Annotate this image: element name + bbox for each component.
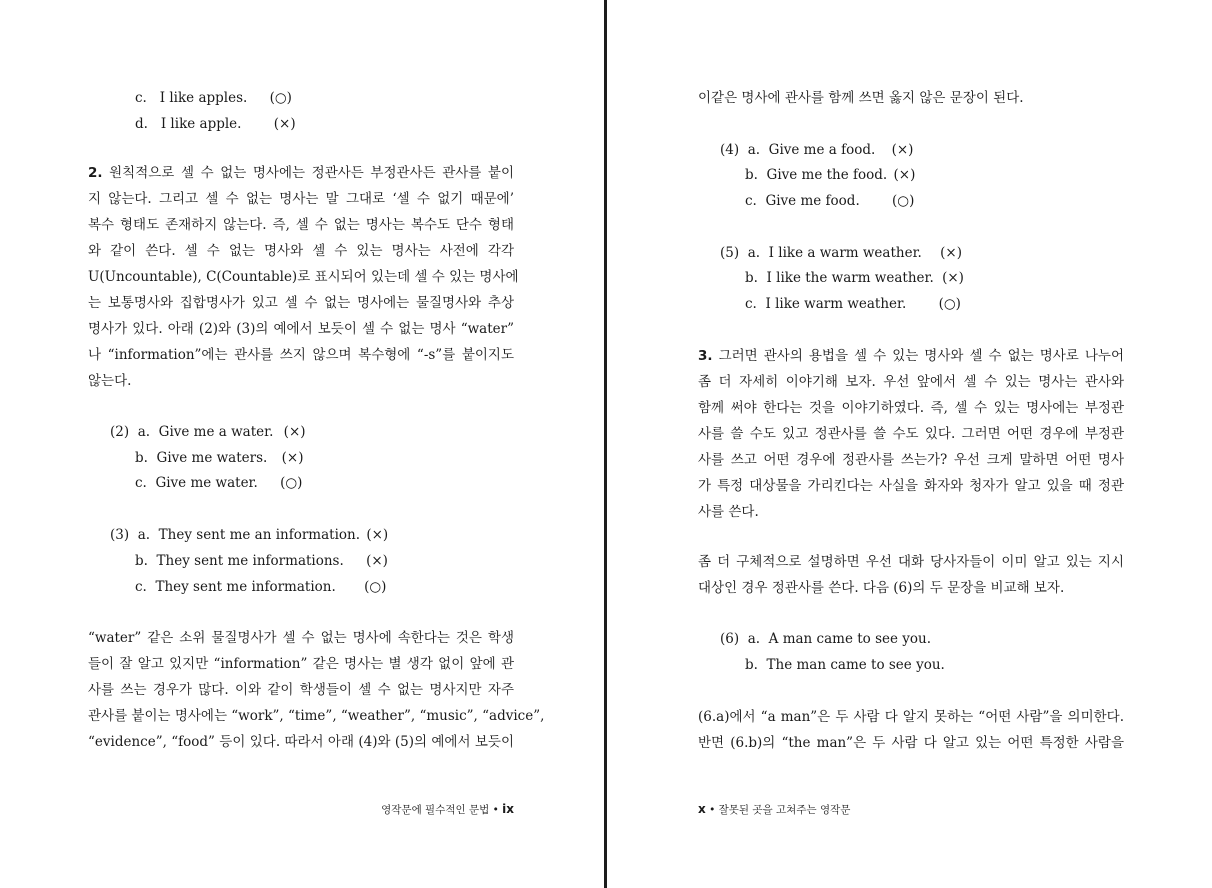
correct-mark: (○) bbox=[364, 579, 387, 595]
example-line: c. I like warm weather. (○) bbox=[745, 296, 961, 312]
section-number: 3. bbox=[698, 348, 713, 364]
example-line: c. Give me food. (○) bbox=[745, 193, 915, 209]
correct-mark: (○) bbox=[269, 90, 292, 106]
item-label: c. bbox=[135, 90, 147, 106]
item-text: I like apples. bbox=[159, 90, 248, 106]
paragraph-line: 함께 써야 한다는 것을 이야기하였다. 즉, 셀 수 있는 명사에는 부정관 bbox=[698, 400, 1124, 416]
paragraph-line: 지 않는다. 그리고 셀 수 없는 명사는 말 그대로 ‘셀 수 없기 때문에’ bbox=[88, 191, 514, 207]
example-number: (6) bbox=[720, 631, 740, 647]
incorrect-mark: (×) bbox=[893, 167, 916, 183]
paragraph-line: “water” 같은 소위 물질명사가 셀 수 없는 명사에 속한다는 것은 학생 bbox=[88, 630, 514, 646]
running-title: 영작문에 필수적인 문법 bbox=[381, 804, 490, 816]
paragraph-line: 3. 그러면 관사의 용법을 셀 수 있는 명사와 셀 수 없는 명사로 나누어 bbox=[698, 348, 1124, 364]
example-number: (4) bbox=[720, 142, 740, 158]
section-number: 2. bbox=[88, 165, 103, 181]
incorrect-mark: (×) bbox=[891, 142, 914, 158]
example-1c bbox=[135, 89, 292, 107]
example-line: b. Give me the food. (×) bbox=[745, 167, 916, 183]
right-page bbox=[608, 0, 1212, 888]
page-gutter bbox=[604, 0, 607, 888]
paragraph-line: 가 특정 대상물을 가리킨다는 사실을 화자와 청자가 알고 있을 때 정관 bbox=[698, 478, 1124, 494]
paragraph-line: 반면 (6.b)의 “the man”은 두 사람 다 알고 있는 어떤 특정한 사람을 bbox=[698, 735, 1124, 751]
paragraph-line: 와 같이 쓴다. 셀 수 없는 명사와 셀 수 있는 명사는 사전에 각각 bbox=[88, 243, 514, 259]
paragraph-line: 복수 형태도 존재하지 않는다. 즉, 셀 수 없는 명사는 복수도 단수 형태 bbox=[88, 217, 514, 233]
page-number: ix bbox=[502, 802, 514, 816]
example-line: (4) a. Give me a food. (×) bbox=[720, 142, 914, 158]
example-line: (6) a. A man came to see you. bbox=[720, 631, 932, 647]
example-line: c. Give me water. (○) bbox=[135, 475, 303, 491]
paragraph-line: 명사가 있다. 아래 (2)와 (3)의 예에서 보듯이 셀 수 없는 명사 “water” bbox=[88, 321, 514, 337]
incorrect-mark: (×) bbox=[940, 245, 962, 261]
right-page-footer bbox=[698, 802, 850, 817]
example-line: b. The man came to see you. bbox=[745, 657, 945, 673]
example-number: (5) bbox=[720, 245, 740, 261]
paragraph-line: 관사를 붙이는 명사에는 “work”, “time”, “weather”, “music”, “advice”, bbox=[88, 708, 545, 724]
example-line: (2) a. Give me a water. (×) bbox=[110, 424, 306, 440]
running-title: 잘못된 곳을 고쳐주는 영작문 bbox=[718, 804, 851, 816]
example-line: b. They sent me informations. (×) bbox=[135, 553, 388, 569]
example-line: b. Give me waters. (×) bbox=[135, 450, 304, 466]
paragraph-line: 않는다. bbox=[88, 373, 132, 389]
paragraph-line: U(Uncountable), C(Countable)로 표시되어 있는데 셀 수 있는 명사에 bbox=[88, 269, 519, 285]
example-line: c. They sent me information. (○) bbox=[135, 579, 387, 595]
incorrect-mark: (×) bbox=[283, 424, 306, 440]
page-number: x bbox=[698, 802, 706, 816]
incorrect-mark: (×) bbox=[942, 270, 964, 286]
example-line: (5) a. I like a warm weather. (×) bbox=[720, 245, 962, 261]
paragraph-line: 좀 더 자세히 이야기해 보자. 우선 앞에서 셀 수 있는 명사는 관사와 bbox=[698, 374, 1124, 390]
left-page-footer bbox=[381, 802, 514, 817]
paragraph-line: 사를 쓰고 어떤 경우에 정관사를 쓰는가? 우선 크게 말하면 어떤 명사 bbox=[698, 452, 1124, 468]
example-number: (2) bbox=[110, 424, 130, 440]
footer-bullet: • bbox=[492, 804, 499, 816]
incorrect-mark: (×) bbox=[366, 553, 388, 569]
example-number: (3) bbox=[110, 527, 130, 543]
example-line: (3) a. They sent me an information. (×) bbox=[110, 527, 389, 543]
left-page bbox=[0, 0, 604, 888]
item-label: d. bbox=[135, 116, 148, 132]
paragraph-line: “evidence”, “food” 등이 있다. 따라서 아래 (4)와 (5)의 예에서 보듯이 bbox=[88, 734, 514, 750]
example-1d bbox=[135, 115, 296, 133]
correct-mark: (○) bbox=[892, 193, 915, 209]
example-line: b. I like the warm weather. (×) bbox=[745, 270, 964, 286]
correct-mark: (○) bbox=[938, 296, 961, 312]
incorrect-mark: (×) bbox=[366, 527, 389, 543]
item-text: I like apple. bbox=[160, 116, 242, 132]
paragraph-line: 사를 쓸 수도 있고 정관사를 쓸 수도 있다. 그러면 어떤 경우에 부정관 bbox=[698, 426, 1124, 442]
paragraph-line: 2. 원칙적으로 셀 수 없는 명사에는 정관사든 부정관사든 관사를 붙이 bbox=[88, 165, 515, 181]
incorrect-mark: (×) bbox=[281, 450, 304, 466]
footer-bullet: • bbox=[709, 804, 716, 816]
paragraph-line: 나 “information”에는 관사를 쓰지 않으며 복수형에 “-s”를 붙이지도 bbox=[88, 347, 514, 363]
paragraph-line: (6.a)에서 “a man”은 두 사람 다 알지 못하는 “어떤 사람”을 의미한다. bbox=[698, 709, 1124, 725]
incorrect-mark: (×) bbox=[273, 116, 296, 132]
paragraph-line: 좀 더 구체적으로 설명하면 우선 대화 당사자들이 이미 알고 있는 지시 bbox=[698, 554, 1124, 570]
intro-line: 이같은 명사에 관사를 함께 쓰면 옳지 않은 문장이 된다. bbox=[698, 90, 1024, 106]
paragraph-line: 사를 쓰는 경우가 많다. 이와 같이 학생들이 셀 수 없는 명사지만 자주 bbox=[88, 682, 514, 698]
paragraph-line: 대상인 경우 정관사를 쓴다. 다음 (6)의 두 문장을 비교해 보자. bbox=[698, 580, 1065, 596]
correct-mark: (○) bbox=[280, 475, 303, 491]
paragraph-line: 사를 쓴다. bbox=[698, 504, 759, 520]
paragraph-line: 들이 잘 알고 있지만 “information” 같은 명사는 별 생각 없이 앞에 관 bbox=[88, 656, 514, 672]
paragraph-line: 는 보통명사와 집합명사가 있고 셀 수 없는 명사에는 물질명사와 추상 bbox=[88, 295, 514, 311]
